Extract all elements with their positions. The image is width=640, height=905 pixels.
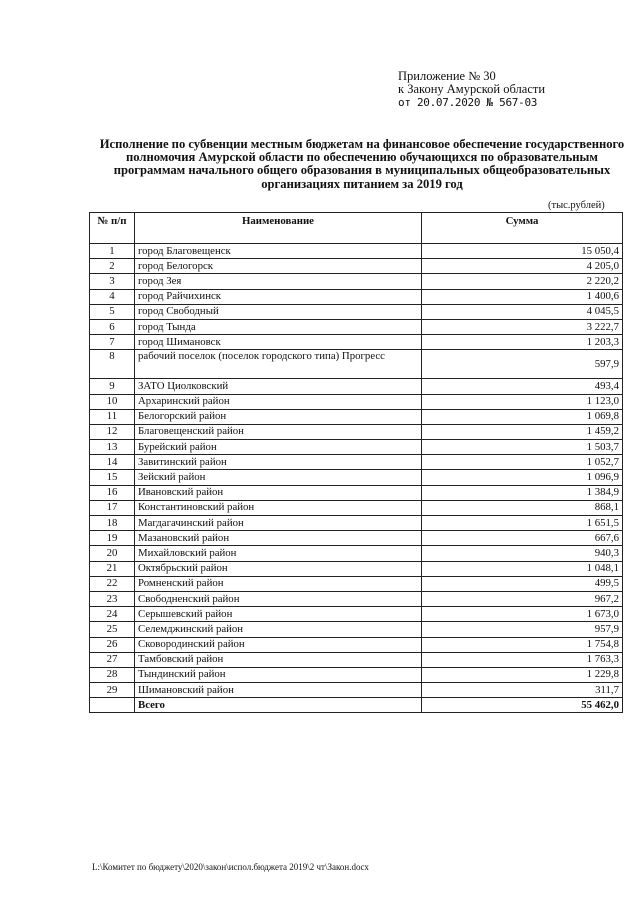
table-row xyxy=(90,379,623,394)
header-sum: Сумма xyxy=(422,213,623,244)
table-row xyxy=(90,335,623,350)
row-number: 26 xyxy=(90,637,135,652)
row-number: 12 xyxy=(90,424,135,439)
table-row xyxy=(90,667,623,682)
row-sum: 1 203,3 xyxy=(422,335,623,350)
total-sum: 55 462,0 xyxy=(422,698,623,713)
row-name: Сковородинский район xyxy=(135,637,422,652)
row-sum: 1 048,1 xyxy=(422,561,623,576)
table-row xyxy=(90,274,623,289)
row-number: 17 xyxy=(90,500,135,515)
table-row xyxy=(90,259,623,274)
row-name: Свободненский район xyxy=(135,591,422,606)
row-name: рабочий поселок (поселок городского типа) Прогресс xyxy=(135,350,422,379)
row-name: Тамбовский район xyxy=(135,652,422,667)
table-row xyxy=(90,637,623,652)
row-name: Ромненский район xyxy=(135,576,422,591)
row-name: город Свободный xyxy=(135,304,422,319)
row-sum: 1 651,5 xyxy=(422,516,623,531)
total-row xyxy=(90,698,623,713)
row-sum: 1 400,6 xyxy=(422,289,623,304)
row-number: 1 xyxy=(90,244,135,259)
table-row xyxy=(90,244,623,259)
total-label: Всего xyxy=(135,698,422,713)
row-number: 19 xyxy=(90,531,135,546)
row-name: Октябрьский район xyxy=(135,561,422,576)
row-name: город Райчихинск xyxy=(135,289,422,304)
table-row xyxy=(90,516,623,531)
table-row xyxy=(90,394,623,409)
row-sum: 499,5 xyxy=(422,576,623,591)
row-name: Благовещенский район xyxy=(135,424,422,439)
row-sum: 967,2 xyxy=(422,591,623,606)
row-number: 10 xyxy=(90,394,135,409)
appendix-law-reference: к Закону Амурской области xyxy=(398,82,546,96)
row-name: Ивановский район xyxy=(135,485,422,500)
row-number: 2 xyxy=(90,259,135,274)
table-row xyxy=(90,607,623,622)
table-row xyxy=(90,485,623,500)
row-number: 3 xyxy=(90,274,135,289)
row-name: город Белогорск xyxy=(135,259,422,274)
table-row xyxy=(90,652,623,667)
row-sum: 1 673,0 xyxy=(422,607,623,622)
row-sum: 493,4 xyxy=(422,379,623,394)
row-number: 22 xyxy=(90,576,135,591)
row-number: 15 xyxy=(90,470,135,485)
row-sum: 1 384,9 xyxy=(422,485,623,500)
total-number-empty xyxy=(90,698,135,713)
table-row xyxy=(90,304,623,319)
table-row xyxy=(90,576,623,591)
row-name: Завитинский район xyxy=(135,455,422,470)
row-number: 28 xyxy=(90,667,135,682)
row-name: Михайловский район xyxy=(135,546,422,561)
table-row xyxy=(90,683,623,698)
row-sum: 1 503,7 xyxy=(422,440,623,455)
row-number: 21 xyxy=(90,561,135,576)
row-number: 18 xyxy=(90,516,135,531)
row-sum: 1 123,0 xyxy=(422,394,623,409)
budget-table xyxy=(89,212,623,713)
row-name: ЗАТО Циолковский xyxy=(135,379,422,394)
table-row xyxy=(90,591,623,606)
document-title: Исполнение по субвенции местным бюджетам на финансовое обеспечение государственного полномочия Амурской области по обеспечению обучающихся по образовательным программам начального общего образования в муниципальных общеобразовательных организациях питанием за 2019 год xyxy=(99,137,625,191)
row-number: 9 xyxy=(90,379,135,394)
table-row xyxy=(90,424,623,439)
row-number: 7 xyxy=(90,335,135,350)
appendix-number: Приложение № 30 xyxy=(398,69,496,83)
table-row xyxy=(90,440,623,455)
table-row xyxy=(90,546,623,561)
row-number: 8 xyxy=(90,350,135,379)
row-number: 13 xyxy=(90,440,135,455)
row-name: Селемджинский район xyxy=(135,622,422,637)
header-name: Наименование xyxy=(135,213,422,244)
row-sum: 597,9 xyxy=(422,350,623,379)
row-name: Белогорский район xyxy=(135,409,422,424)
row-name: Зейский район xyxy=(135,470,422,485)
row-sum: 4 045,5 xyxy=(422,304,623,319)
appendix-note xyxy=(398,70,545,109)
table-row xyxy=(90,561,623,576)
table-body xyxy=(90,244,623,713)
row-number: 14 xyxy=(90,455,135,470)
row-sum: 15 050,4 xyxy=(422,244,623,259)
row-name: Мазановский район xyxy=(135,531,422,546)
row-sum: 957,9 xyxy=(422,622,623,637)
appendix-date-number: от 20.07.2020 № 567-03 xyxy=(398,96,538,109)
row-name: Серышевский район xyxy=(135,607,422,622)
row-sum: 940,3 xyxy=(422,546,623,561)
row-sum: 1 069,8 xyxy=(422,409,623,424)
table-row xyxy=(90,455,623,470)
row-sum: 667,6 xyxy=(422,531,623,546)
row-name: Магдагачинский район xyxy=(135,516,422,531)
row-name: Архаринский район xyxy=(135,394,422,409)
row-sum: 1 459,2 xyxy=(422,424,623,439)
row-number: 4 xyxy=(90,289,135,304)
row-name: город Шимановск xyxy=(135,335,422,350)
row-number: 24 xyxy=(90,607,135,622)
row-number: 27 xyxy=(90,652,135,667)
row-number: 23 xyxy=(90,591,135,606)
row-sum: 311,7 xyxy=(422,683,623,698)
row-number: 11 xyxy=(90,409,135,424)
table-row xyxy=(90,409,623,424)
row-sum: 2 220,2 xyxy=(422,274,623,289)
table-row xyxy=(90,289,623,304)
table-row xyxy=(90,319,623,334)
table-row xyxy=(90,531,623,546)
row-number: 16 xyxy=(90,485,135,500)
row-name: Тындинский район xyxy=(135,667,422,682)
row-number: 5 xyxy=(90,304,135,319)
table-header-row xyxy=(90,213,623,244)
row-name: город Зея xyxy=(135,274,422,289)
row-name: Шимановский район xyxy=(135,683,422,698)
header-number: № п/п xyxy=(90,213,135,244)
table-row xyxy=(90,350,623,379)
table-row xyxy=(90,622,623,637)
row-sum: 868,1 xyxy=(422,500,623,515)
row-sum: 1 052,7 xyxy=(422,455,623,470)
row-name: Бурейский район xyxy=(135,440,422,455)
row-name: город Благовещенск xyxy=(135,244,422,259)
row-sum: 3 222,7 xyxy=(422,319,623,334)
unit-label: (тыс.рублей) xyxy=(548,200,605,211)
row-sum: 1 096,9 xyxy=(422,470,623,485)
row-number: 25 xyxy=(90,622,135,637)
table-row xyxy=(90,470,623,485)
file-path-footer: L:\Комитет по бюджету\2020\закон\испол.бюджета 2019\2 чт\Закон.docx xyxy=(92,862,369,872)
row-name: город Тында xyxy=(135,319,422,334)
row-number: 6 xyxy=(90,319,135,334)
row-number: 29 xyxy=(90,683,135,698)
row-name: Константиновский район xyxy=(135,500,422,515)
row-sum: 1 754,8 xyxy=(422,637,623,652)
row-number: 20 xyxy=(90,546,135,561)
table-row xyxy=(90,500,623,515)
row-sum: 1 229,8 xyxy=(422,667,623,682)
row-sum: 4 205,0 xyxy=(422,259,623,274)
row-sum: 1 763,3 xyxy=(422,652,623,667)
